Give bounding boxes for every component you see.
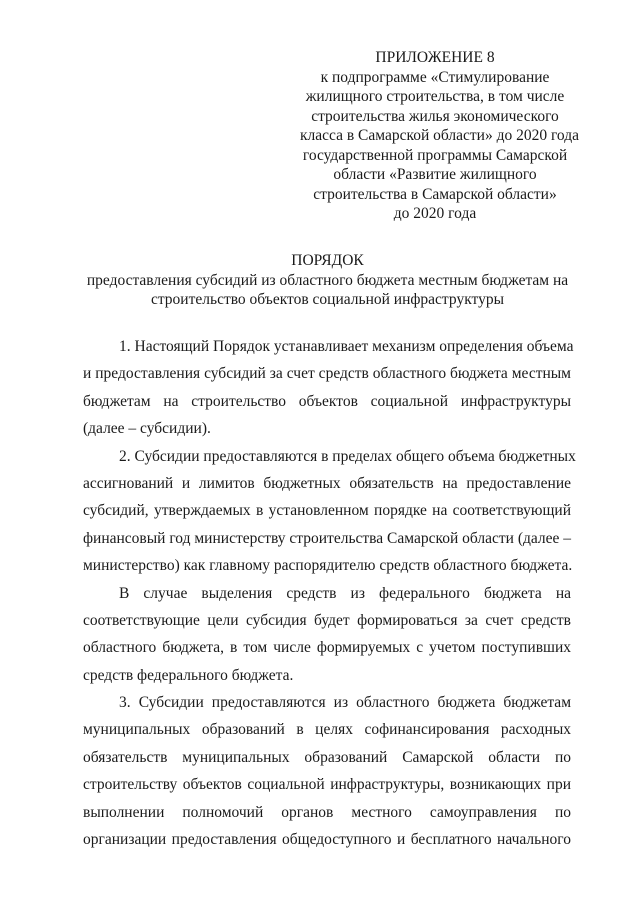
heading-title: ПОРЯДОК: [291, 252, 364, 269]
appendix-title: ПРИЛОЖЕНИЕ 8: [375, 49, 495, 66]
paragraph-line: организации предоставления общедоступного и бесплатного начального: [83, 831, 571, 849]
appendix-line: государственной программы Самарской: [302, 146, 568, 164]
paragraph-line: 1. Настоящий Порядок устанавливает механизм определения объема: [119, 338, 574, 355]
paragraph-line: строительству объектов социальной инфраструктуры, возникающих при: [83, 776, 571, 794]
paragraph-line: выполнении полномочий органов местного самоуправления по: [83, 803, 571, 821]
appendix-line: жилищного строительства, в том числе: [305, 88, 565, 105]
paragraph-line: соответствующие цели субсидия будет формироваться за счет средств: [83, 611, 571, 629]
appendix-line: строительства в Самарской области»: [313, 185, 557, 203]
paragraph-line: ассигнований и лимитов бюджетных обязательств на предоставление: [83, 474, 571, 492]
paragraph-line: 3. Субсидии предоставляются из областного бюджета бюджетам: [119, 694, 571, 712]
appendix-line: до 2020 года: [393, 205, 477, 222]
paragraph-line: (далее – субсидии).: [83, 420, 211, 438]
paragraph-line: субсидий, утверждаемых в установленном порядке на соответствующий: [83, 502, 571, 520]
heading-subtitle-line: строительство объектов социальной инфраструктуры: [150, 291, 505, 308]
appendix-block: [300, 48, 579, 224]
document-body: [83, 333, 576, 853]
heading-subtitle-line: предоставления субсидий из областного бюджета местным бюджетам на: [86, 271, 569, 289]
paragraph-line: и предоставления субсидий за счет средств областного бюджета местным: [83, 365, 571, 383]
paragraph-line: министерство) как главному распорядителю средств областного бюджета.: [83, 557, 573, 575]
appendix-line: строительства жилья экономического: [311, 107, 559, 125]
paragraph-3: [83, 580, 571, 690]
paragraph-1: [83, 333, 574, 443]
document-heading: [60, 251, 595, 310]
appendix-line: к подпрограмме «Стимулирование: [320, 68, 550, 86]
paragraph-line: средств федерального бюджета.: [83, 666, 294, 684]
paragraph-4: [83, 689, 571, 853]
paragraph-line: муниципальных образований в целях софинансирования расходных: [83, 721, 571, 739]
paragraph-line: 2. Субсидии предоставляются в пределах общего объема бюджетных: [119, 447, 576, 465]
paragraph-line: обязательств муниципальных образований Самарской области по: [83, 748, 571, 766]
paragraph-2: [83, 443, 576, 580]
paragraph-line: областного бюджета, в том числе формируемых с учетом поступивших: [83, 639, 571, 657]
appendix-line: класса в Самарской области» до 2020 года: [300, 127, 579, 144]
paragraph-line: В случае выделения средств из федерального бюджета на: [119, 584, 571, 602]
paragraph-line: финансовый год министерству строительства Самарской области (далее –: [83, 529, 572, 547]
appendix-line: области «Развитие жилищного: [333, 166, 537, 183]
paragraph-line: бюджетам на строительство объектов социальной инфраструктуры: [83, 392, 571, 410]
